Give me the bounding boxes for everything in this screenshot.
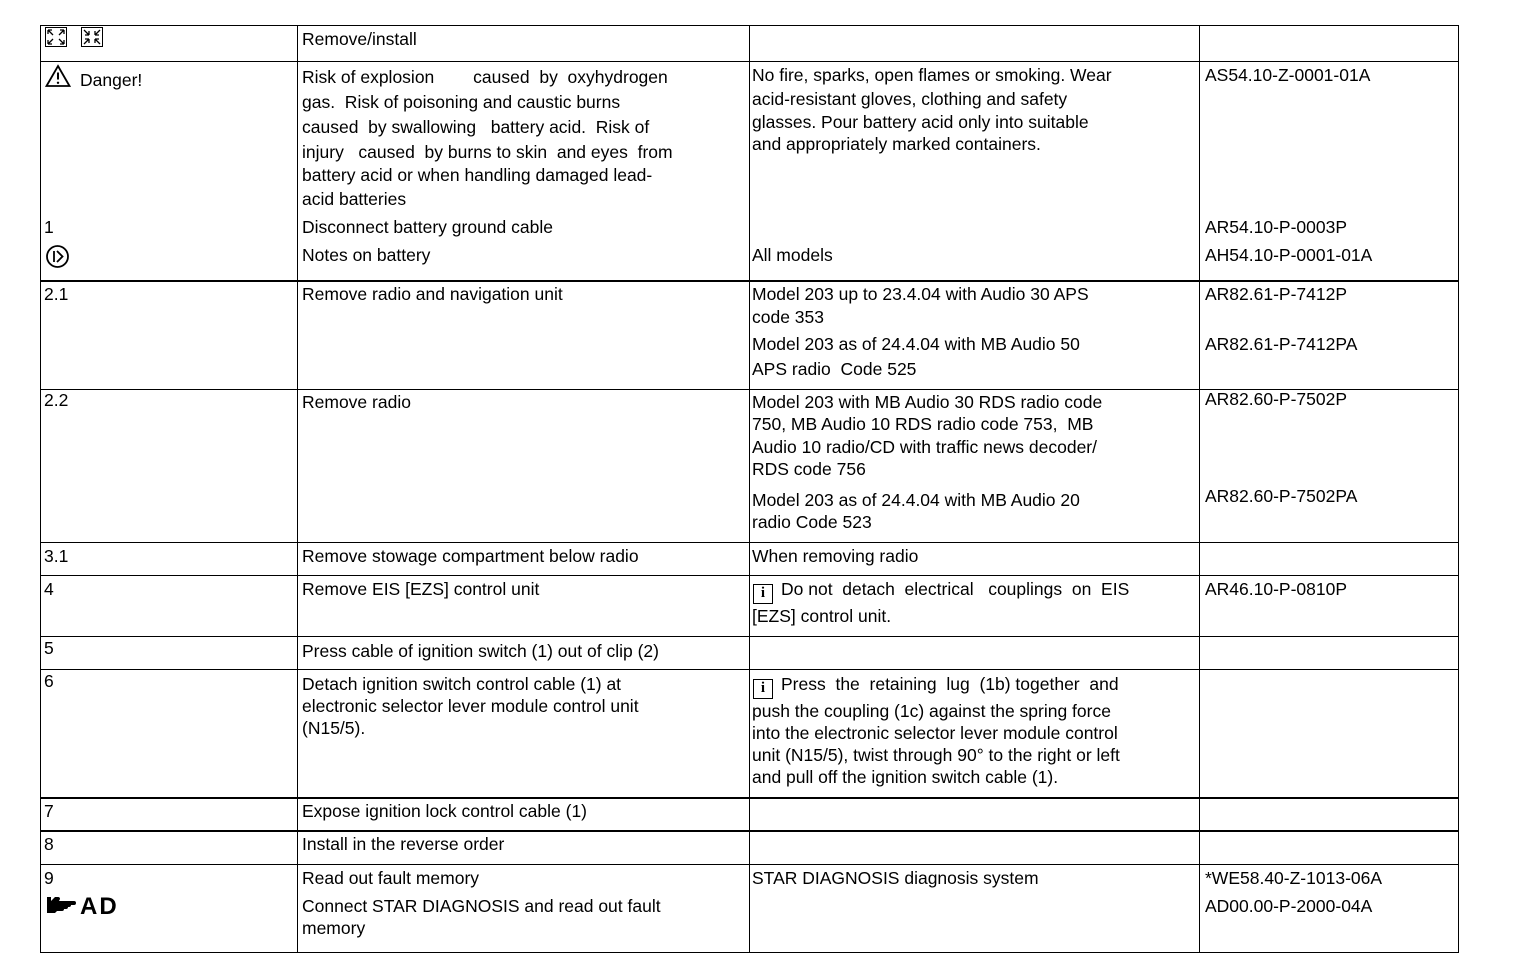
note-text: [EZS] control unit. [752,606,892,626]
note-text: and pull off the ignition switch cable (1). [752,767,1059,787]
step-description: Remove/install [302,29,417,49]
note-text: push the coupling (1c) against the spring force [752,701,1111,721]
step-number: 3.1 [44,546,69,566]
info-circle-icon [45,244,70,269]
info-box-icon: i [753,679,773,699]
step-number: 8 [44,834,54,854]
step-description: Remove EIS [EZS] control unit [302,579,540,599]
step-number: 9 [44,868,54,888]
document-reference: AD00.00-P-2000-04A [1205,896,1373,916]
document-reference: AR54.10-P-0003P [1205,217,1348,237]
step-number: 5 [44,638,54,658]
applicability: APS radio Code 525 [752,359,917,379]
danger-label: Danger! [80,70,143,90]
applicability: All models [752,245,833,265]
step-number: 7 [44,801,54,821]
note-text: i Press the retaining lug (1b) together and [753,673,1119,699]
document-reference: *WE58.40-Z-1013-06A [1205,868,1383,888]
column-divider [749,25,750,953]
collapse-arrows-icon [81,27,103,47]
warning-triangle-icon [45,64,71,88]
column-divider [297,25,298,953]
document-reference: AS54.10-Z-0001-01A [1205,65,1371,85]
step-description: Remove stowage compartment below radio [302,546,639,566]
document-reference: AR82.60-P-7502P [1205,389,1348,409]
column-divider [1199,25,1200,953]
note-text: unit (N15/5), twist through 90° to the right or left [752,745,1120,765]
applicability: radio Code 523 [752,512,872,532]
step-description: Remove radio [302,392,411,412]
step-description: memory [302,918,366,938]
step-description: Read out fault memory [302,868,480,888]
document-reference: AR82.61-P-7412PA [1205,334,1358,354]
step-description: Expose ignition lock control cable (1) [302,801,588,821]
step-description: Remove radio and navigation unit [302,284,563,304]
document-reference: AR82.61-P-7412P [1205,284,1348,304]
applicability: 750, MB Audio 10 RDS radio code 753, MB [752,414,1094,434]
ad-label: AD [80,893,119,920]
applicability: Model 203 as of 24.4.04 with MB Audio 50 [752,334,1080,354]
applicability: When removing radio [752,546,919,566]
note-text: i Do not detach electrical couplings on EIS [753,578,1129,604]
applicability: STAR DIAGNOSIS diagnosis system [752,868,1039,888]
document-reference: AR82.60-P-7502PA [1205,486,1358,506]
step-description: Install in the reverse order [302,834,505,854]
pointing-hand-icon [45,893,77,917]
step-description: Detach ignition switch control cable (1) at [302,674,622,694]
step-number: 1 [44,217,54,237]
table-border-left [40,25,41,953]
applicability: code 353 [752,307,825,327]
table-border-right [1458,25,1459,953]
step-number: 2.2 [44,390,69,410]
applicability: Model 203 as of 24.4.04 with MB Audio 20 [752,490,1080,510]
repair-procedure-table: Remove/install Danger! Risk of explosion caused by oxyhydrogen gas. Risk of poisoning and caustic burns caused by swallowing battery acid. Risk of injury caused by burns to skin and eyes from battery acid or when handling damaged lead- acid batteries No fire, sparks, open flames or smoking. Wear acid-resistant gloves, clothing and safety glasses. Pour battery acid only into suitable and appropriately marked containers. AS54.10-Z-0001-01A 1 Disconnect battery ground cable AR54.10-P-0003P Notes on battery All models AH54.10-P-0001-01A 2.1 Remove radio and navigation unit Model 203 up to 23.4.04 with Audio 30 APS code 353 AR82.61-P-7412P Model 203 as of 24.4.04 with MB Audio 50 APS radio Code 525 AR82.61-P-7412PA 2.2 Remove radio Model 203 with MB Audio 30 RDS radio code 750, MB Audio 10 RDS radio code 753, MB Audio 10 radio/CD with traffic news decoder/ RDS code 756 AR82.60-P-7502P Model 203 as of 24.4.04 with MB Audio 20 radio Code 523 AR82.60-P-7502PA 3.1 Remove stowage compartment below radio When removing radio 4 Remove EIS [EZS] control unit i Do not detach electrical couplings on EIS [EZS] control unit. AR46.10-P-0810P 5 Press cable of ignition switch (1) out of clip (2) 6 Detach ignition switch control cable (1) at electronic selector lever module control unit (N15/5). i Press the retaining lug (1b) together and push the coupling (1c) against the spring force into the electronic selector lever module control unit (N15/5), twist through 90° to the right or left and pull off the ignition switch cable (1). 7 Expose ignition lock control cable (1) 8 Install in the reverse order 9 Read out fault memory STAR DIAGNOSIS diagnosis system *WE58.40-Z-1013-06A AD Connect STAR DIAGNOSIS and read out fault memory AD00.00-P-2000-04A [0,0,1536,966]
step-description: Connect STAR DIAGNOSIS and read out fault [302,896,661,916]
step-description: Notes on battery [302,245,431,265]
applicability: RDS code 756 [752,459,866,479]
step-description: electronic selector lever module control unit [302,696,639,716]
step-number: 6 [44,671,54,691]
document-reference: AR46.10-P-0810P [1205,579,1348,599]
applicability: Model 203 up to 23.4.04 with Audio 30 APS [752,284,1089,304]
step-number: 4 [44,579,54,599]
note-text: into the electronic selector lever module control [752,723,1118,743]
applicability: Model 203 with MB Audio 30 RDS radio code [752,392,1103,412]
applicability: Audio 10 radio/CD with traffic news decoder/ [752,437,1097,457]
document-reference: AH54.10-P-0001-01A [1205,245,1373,265]
expand-arrows-icon [45,27,67,47]
step-description: (N15/5). [302,718,366,738]
step-number: 2.1 [44,284,69,304]
step-description: Disconnect battery ground cable [302,217,553,237]
step-description: Press cable of ignition switch (1) out of clip (2) [302,641,659,661]
info-box-icon: i [753,584,773,604]
